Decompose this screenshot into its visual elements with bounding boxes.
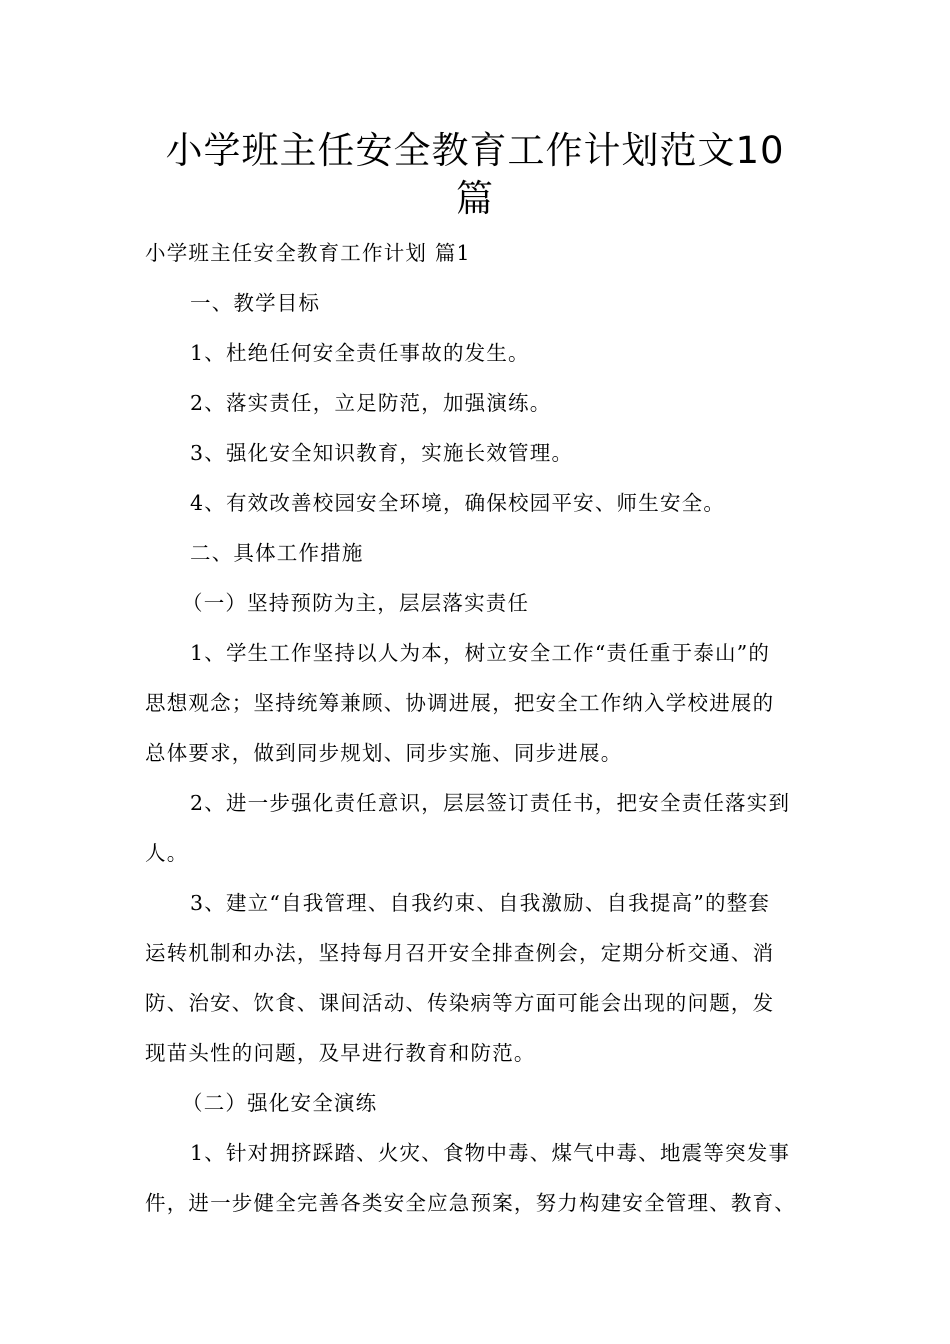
heading-teaching-goals: 一、教学目标 (190, 291, 321, 315)
paragraph-line: 件，进一步健全完善各类安全应急预案，努力构建安全管理、教育、 (145, 1191, 796, 1215)
paragraph-line: 现苗头性的问题，及早进行教育和防范。 (145, 1041, 536, 1065)
paragraph-line: 1、针对拥挤踩踏、火灾、食物中毒、煤气中毒、地震等突发事 (190, 1141, 791, 1165)
paragraph-line: 4、有效改善校园安全环境，确保校园平安、师生安全。 (190, 491, 726, 515)
paragraph-line: 2、进一步强化责任意识，层层签订责任书，把安全责任落实到 (190, 791, 791, 815)
subheading-drills: （二）强化安全演练 (182, 1091, 378, 1115)
paragraph-line: 思想观念；坚持统筹兼顾、协调进展，把安全工作纳入学校进展的 (145, 691, 775, 715)
paragraph-line: 防、治安、饮食、课间活动、传染病等方面可能会出现的问题，发 (145, 991, 775, 1015)
paragraph-line: 3、建立“自我管理、自我约束、自我激励、自我提高”的整套 (190, 891, 771, 915)
paragraph-line: 总体要求，做到同步规划、同步实施、同步进展。 (145, 741, 623, 765)
title-line-1: 小学班主任安全教育工作计划范文10 (165, 129, 785, 172)
paragraph-line: 2、落实责任，立足防范，加强演练。 (190, 391, 552, 415)
paragraph-line: 运转机制和办法，坚持每月召开安全排查例会，定期分析交通、消 (145, 941, 775, 965)
paragraph-line: 3、强化安全知识教育，实施长效管理。 (190, 441, 574, 465)
paragraph-line: 1、学生工作坚持以人为本，树立安全工作“责任重于泰山”的 (190, 641, 771, 665)
paragraph-line: 1、杜绝任何安全责任事故的发生。 (190, 341, 530, 365)
document-title (120, 127, 830, 223)
subheading-prevention: （一）坚持预防为主，层层落实责任 (182, 591, 530, 615)
paragraph-line: 人。 (145, 841, 189, 865)
section-title: 小学班主任安全教育工作计划 篇1 (145, 241, 471, 265)
heading-work-measures: 二、具体工作措施 (190, 541, 364, 565)
title-line-2: 篇 (456, 177, 494, 220)
